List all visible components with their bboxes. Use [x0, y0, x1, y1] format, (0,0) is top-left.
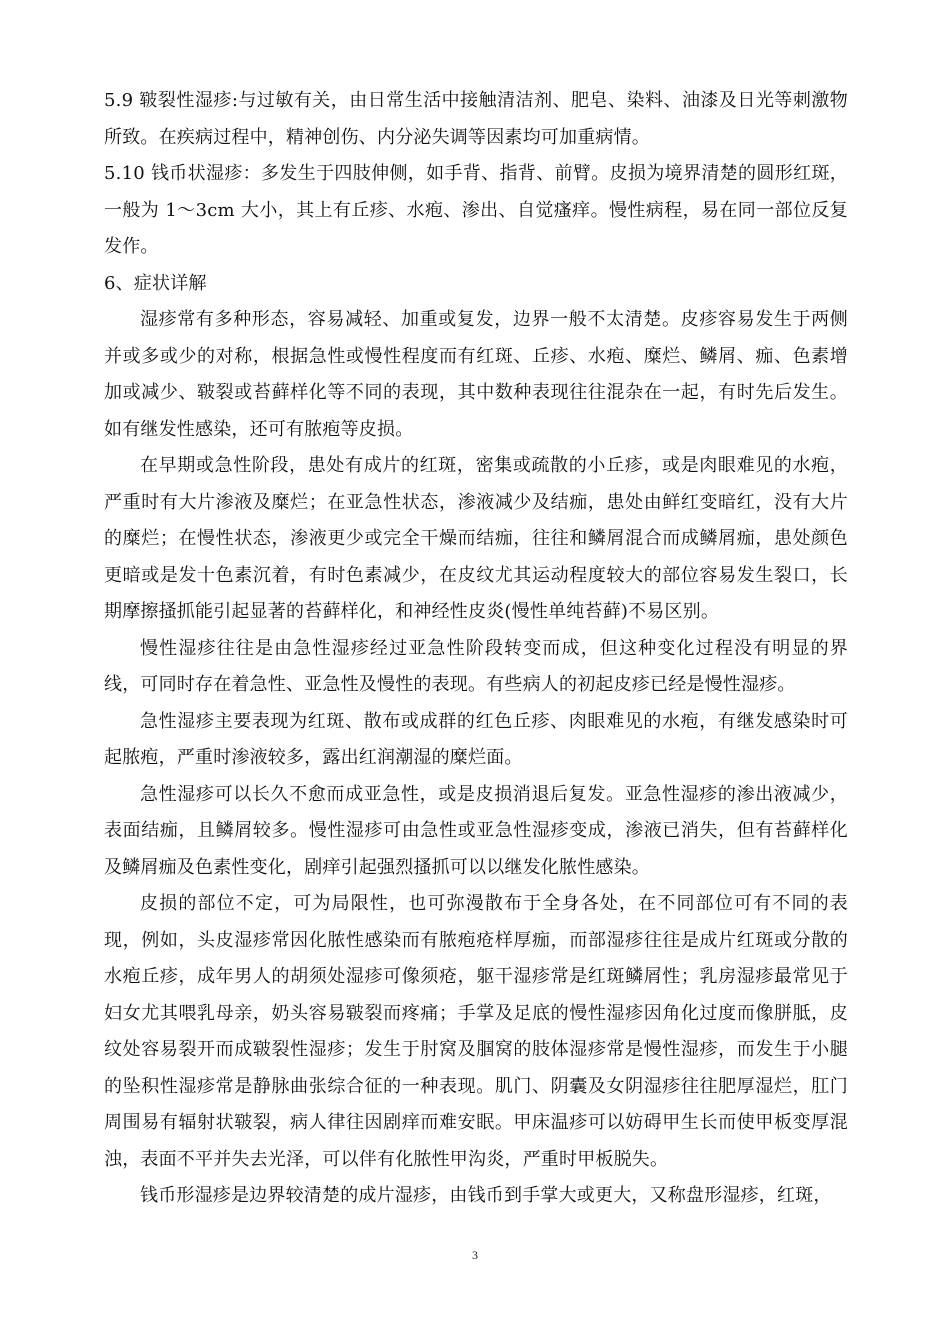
page-number: 3 — [472, 1248, 478, 1262]
page-body — [104, 83, 848, 1215]
section-6-heading: 6、症状详解 — [104, 272, 207, 294]
body-paragraph: 急性湿疹可以长久不愈而成亚急性，或是皮损消退后复发。亚急性湿疹的渗出液减少，表面结痂，且鳞屑较多。慢性湿疹可由急性或亚急性湿疹变成，渗液已消失，但有苔藓样化及鳞屑痂及色素性变化，剧痒引起强烈搔抓可以以继发化脓性感染。 — [104, 783, 848, 878]
body-paragraph: 皮损的部位不定，可为局限性，也可弥漫散布于全身各处，在不同部位可有不同的表现，例如，头皮湿疹常因化脓性感染而有脓疱疮样厚痂，而部湿疹往往是成片红斑或分散的水疱丘疹，成年男人的胡须处湿疹可像须疮，躯干湿疹常是红斑鳞屑性；乳房湿疹最常见于妇女尤其喂乳母亲，奶头容易皲裂而疼痛；手掌及足底的慢性湿疹因角化过度而像胼胝，皮纹处容易裂开而成皲裂性湿疹；发生于肘窝及腘窝的肢体湿疹常是慢性湿疹，而发生于小腿的坠积性湿疹常是静脉曲张综合征的一种表现。肌门、阴囊及女阴湿疹往往肥厚湿烂，肛门周围易有辐射状皲裂，病人律往因剧痒而难安眠。甲床温疹可以妨碍甲生长而使甲板变厚混浊，表面不平并失去光泽，可以伴有化脓性甲沟炎，严重时甲板脱失。 — [104, 893, 848, 1170]
body-paragraph: 慢性湿疹往往是由急性湿疹经过亚急性阶段转变而成，但这种变化过程没有明显的界线，可同时存在着急性、亚急性及慢性的表现。有些病人的初起皮疹已经是慢性湿疹。 — [104, 637, 848, 695]
section-5-9-paragraph: 5.9 皲裂性湿疹:与过敏有关，由日常生活中接触清洁剂、肥皂、染料、油漆及日光等刺激物所致。在疾病过程中，精神创伤、内分泌失调等因素均可加重病情。 — [104, 90, 848, 148]
body-paragraph: 湿疹常有多种形态，容易减轻、加重或复发，边界一般不太清楚。皮疹容易发生于两侧并或多或少的对称，根据急性或慢性程度而有红斑、丘疹、水疱、糜烂、鳞屑、痂、色素增加或减少、皲裂或苔藓样化等不同的表现，其中数种表现往往混杂在一起，有时先后发生。如有继发性感染，还可有脓疱等皮损。 — [104, 309, 848, 440]
body-paragraph: 急性湿疹主要表现为红斑、散布或成群的红色丘疹、肉眼难见的水疱，有继发感染时可起脓疱，严重时渗液较多，露出红润潮湿的糜烂面。 — [104, 710, 848, 768]
section-5-10-paragraph: 5.10 钱币状湿疹：多发生于四肢伸侧，如手背、指背、前臂。皮损为境界清楚的圆形红斑，一般为 1～3cm 大小，其上有丘疹、水疱、渗出、自觉瘙痒。慢性病程，易在同一部位反复发作。 — [104, 163, 848, 257]
body-paragraph: 在早期或急性阶段，患处有成片的红斑，密集或疏散的小丘疹，或是肉眼难见的水疱，严重时有大片渗液及糜烂；在亚急性状态，渗液减少及结痂，患处由鲜红变暗红，没有大片的糜烂；在慢性状态，渗液更少或完全干燥而结痂，往往和鳞屑混合而成鳞屑痂，患处颜色更暗或是发十色素沉着，有时色素减少，在皮纹尤其运动程度较大的部位容易发生裂口，长期摩擦搔抓能引起显著的苔藓样化，和神经性皮炎(慢性单纯苔藓)不易区别。 — [104, 455, 848, 622]
body-paragraph: 钱币形湿疹是边界较清楚的成片湿疹，由钱币到手掌大或更大，又称盘形湿疹，红斑， — [140, 1185, 832, 1206]
